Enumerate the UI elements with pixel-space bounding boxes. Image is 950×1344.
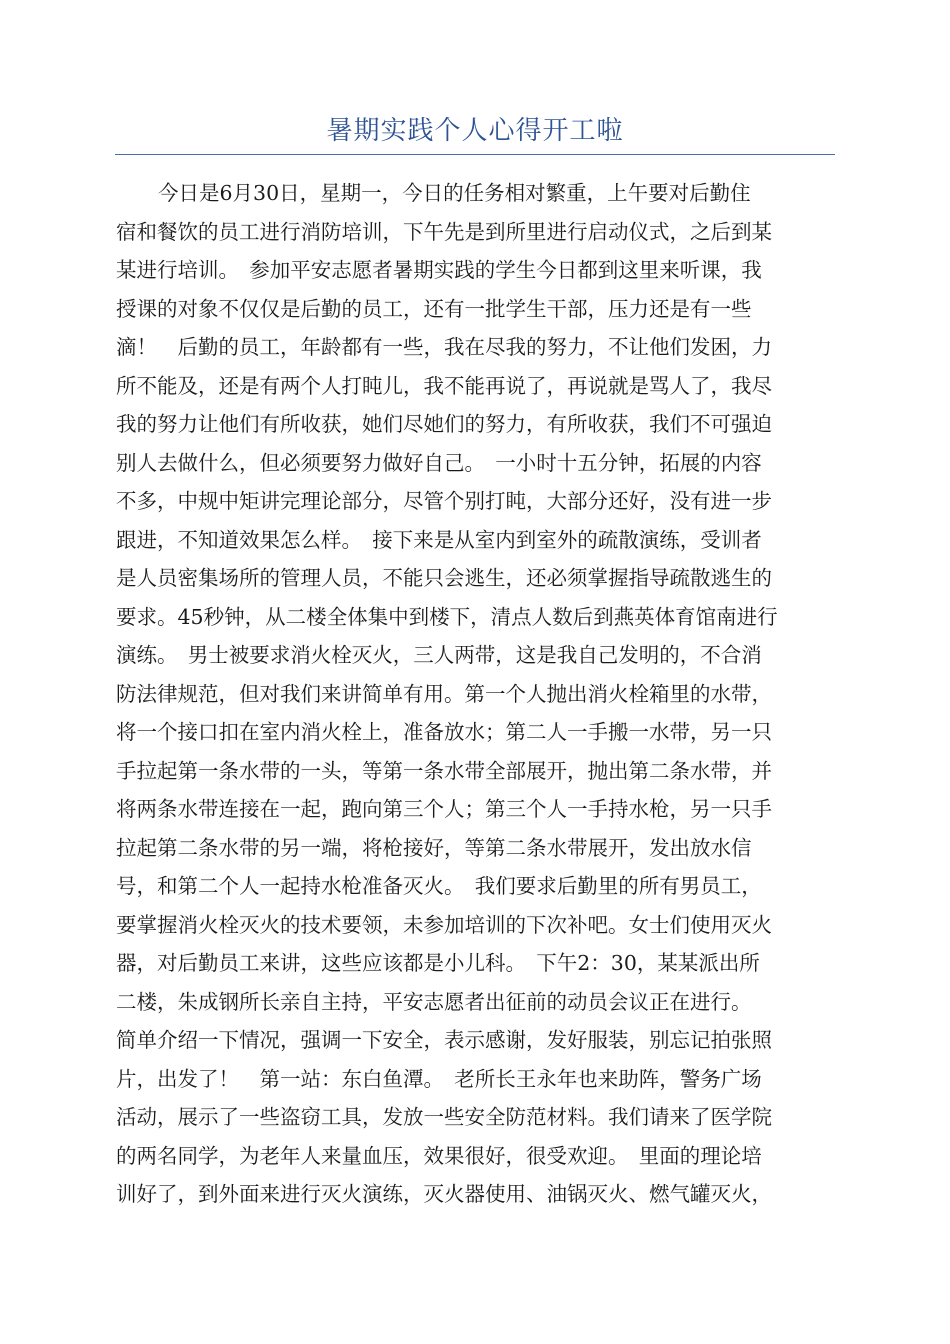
text-line: 所不能及，还是有两个人打盹儿，我不能再说了，再说就是骂人了，我尽 (116, 373, 772, 398)
text-line: 演练。 男士被要求消火栓灭火，三人两带，这是我自己发明的，不合消 (116, 643, 762, 667)
text-line: 防法律规范，但对我们来讲简单有用。第一个人抛出消火栓箱里的水带， (116, 681, 772, 706)
document-title: 暑期实践个人心得开工啦 (326, 116, 624, 146)
text-line: 活动，展示了一些盗窃工具，发放一些安全防范材料。我们请来了医学院 (116, 1105, 772, 1129)
text-line: 片，出发了！ 第一站：东白鱼潭。 老所长王永年也来助阵，警务广场 (116, 1066, 762, 1091)
text-line: 拉起第二条水带的另一端，将枪接好，等第二条水带展开，发出放水信 (116, 835, 752, 860)
body-text (116, 174, 836, 1214)
text-line: 将两条水带连接在一起，跑向第三个人；第三个人一手持水枪，另一只手 (116, 797, 772, 821)
text-line: 号，和第二个人一起持水枪准备灭火。 我们要求后勤里的所有男员工， (116, 874, 762, 898)
text-line: 是人员密集场所的管理人员，不能只会逃生，还必须掌握指导疏散逃生的 (116, 566, 772, 590)
text-line: 今日是6月30日，星期一，今日的任务相对繁重，上午要对后勤住 (158, 181, 751, 205)
text-line: 要掌握消火栓灭火的技术要领，未参加培训的下次补吧。女士们使用灭火 (116, 912, 772, 937)
text-line: 要求。45秒钟，从二楼全体集中到楼下，清点人数后到燕英体育馆南进行 (116, 604, 778, 629)
text-line: 某进行培训。 参加平安志愿者暑期实践的学生今日都到这里来听课，我 (116, 258, 762, 282)
text-line: 别人去做什么，但必须要努力做好自己。 一小时十五分钟，拓展的内容 (116, 450, 762, 475)
text-line: 授课的对象不仅仅是后勤的员工，还有一批学生干部，压力还是有一些 (116, 296, 752, 321)
text-line: 器，对后勤员工来讲，这些应该都是小儿科。 下午2：30，某某派出所 (116, 951, 760, 975)
text-line: 滴！ 后勤的员工，年龄都有一些，我在尽我的努力，不让他们发困，力 (116, 335, 772, 359)
text-line: 我的努力让他们有所收获，她们尽她们的努力，有所收获，我们不可强迫 (116, 412, 772, 436)
title-underline (115, 154, 835, 155)
text-line: 简单介绍一下情况，强调一下安全，表示感谢，发好服装，别忘记拍张照 (116, 1028, 772, 1052)
text-line: 将一个接口扣在室内消火栓上，准备放水；第二人一手搬一水带，另一只 (116, 720, 772, 744)
text-line: 二楼，朱成钢所长亲自主持，平安志愿者出征前的动员会议正在进行。 (116, 989, 752, 1014)
text-line: 的两名同学，为老年人来量血压，效果很好，很受欢迎。 里面的理论培 (116, 1143, 762, 1168)
text-line: 跟进，不知道效果怎么样。 接下来是从室内到室外的疏散演练，受训者 (116, 527, 762, 552)
text-line: 训好了，到外面来进行灭火演练，灭火器使用、油锅灭火、燃气罐灭火， (116, 1182, 772, 1206)
text-line: 手拉起第一条水带的一头，等第一条水带全部展开，抛出第二条水带，并 (116, 758, 772, 783)
text-line: 不多，中规中矩讲完理论部分，尽管个别打盹，大部分还好，没有进一步 (116, 489, 772, 513)
text-line: 宿和餐饮的员工进行消防培训，下午先是到所里进行启动仪式，之后到某 (116, 219, 772, 244)
